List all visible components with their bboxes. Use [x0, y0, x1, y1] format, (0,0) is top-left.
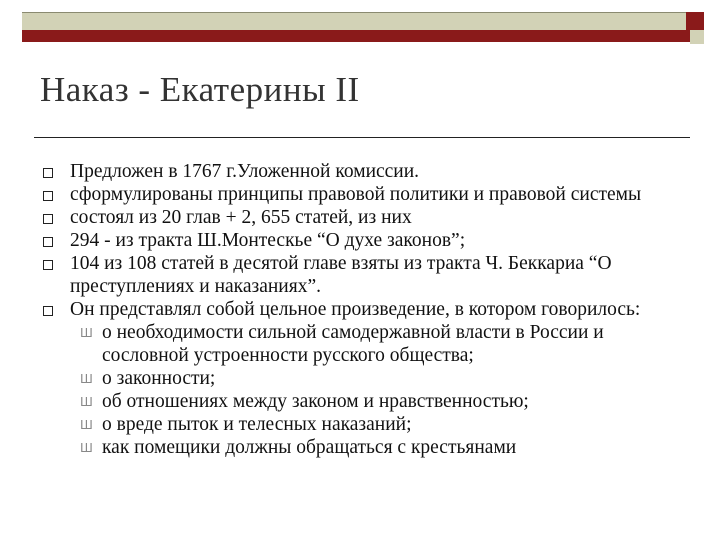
sub-list-item-text: о необходимости сильной самодержавной власти в России и сословной устроенности русского общества;: [102, 322, 604, 366]
sub-list-item: [40, 367, 680, 390]
sub-list-item: [40, 390, 680, 413]
list-item: [40, 252, 680, 298]
list-item-text: Предложен в 1767 г.Уложенной комиссии.: [70, 161, 420, 182]
corner-decor-square-dark: [686, 12, 704, 30]
wingdings-arrow-bullet-icon: Ш: [80, 441, 93, 455]
corner-decor-square-light: [690, 30, 704, 44]
sub-list-item: [40, 436, 680, 459]
sub-list-item-text: о законности;: [102, 368, 216, 389]
hollow-square-bullet-icon: [43, 237, 53, 247]
bullet-list: [40, 160, 680, 459]
sub-list-item-text: как помещики должны обращаться с крестьянами: [102, 437, 517, 458]
wingdings-arrow-bullet-icon: Ш: [80, 326, 93, 340]
hollow-square-bullet-icon: [43, 214, 53, 224]
sub-list-item: [40, 413, 680, 436]
list-item: [40, 298, 680, 321]
list-item: [40, 183, 680, 206]
hollow-square-bullet-icon: [43, 260, 53, 270]
list-item-text: 294 - из тракта Ш.Монтескье “О духе законов”;: [70, 230, 466, 251]
hollow-square-bullet-icon: [43, 191, 53, 201]
sub-list-item-text: об отношениях между законом и нравственностью;: [102, 391, 529, 412]
hollow-square-bullet-icon: [43, 306, 53, 316]
wingdings-arrow-bullet-icon: Ш: [80, 418, 93, 432]
sub-list-item-text: о вреде пыток и телесных наказаний;: [102, 414, 412, 435]
slide-title: Наказ - Екатерины II: [40, 70, 360, 109]
header-decor-bar-dark: [22, 30, 690, 42]
hollow-square-bullet-icon: [43, 168, 53, 178]
wingdings-arrow-bullet-icon: Ш: [80, 395, 93, 409]
list-item-text: состоял из 20 глав + 2, 655 статей, из них: [70, 207, 412, 228]
list-item-text: Он представлял собой цельное произведение, в котором говорилось:: [70, 299, 641, 320]
title-divider: [34, 137, 690, 138]
list-item-text: сформулированы принципы правовой политики и правовой системы: [70, 184, 642, 205]
sub-list-item: [40, 321, 680, 367]
wingdings-arrow-bullet-icon: Ш: [80, 372, 93, 386]
list-item: [40, 229, 680, 252]
header-decor-bar-light: [22, 12, 690, 30]
list-item: [40, 206, 680, 229]
list-item: [40, 160, 680, 183]
list-item-text: 104 из 108 статей в десятой главе взяты из тракта Ч. Беккариа “О преступлениях и наказаниях”.: [70, 253, 612, 297]
